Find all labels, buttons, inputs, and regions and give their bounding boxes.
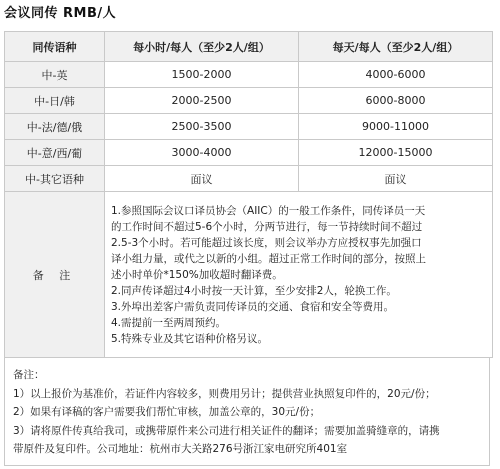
table-row	[5, 88, 493, 114]
remark-line: 2）如果有译稿的客户需要我们帮忙审核，加盖公章的，30元/份；	[13, 406, 321, 418]
hourly-rate-cell: 2000-2500	[105, 88, 299, 114]
note-line: 2.同声传译超过4小时按一天计算，至少安排2人，轮换工作。	[111, 284, 397, 297]
note-line: 3.外埠出差客户需负责同传译员的交通、食宿和安全等费用。	[111, 300, 395, 313]
note-line: 2.5-3个小时。若可能超过该长度，则会议举办方应授权事先加强口	[111, 236, 422, 249]
remark-line: 带原件及复印件。公司地址：杭州市大关路276号浙江家电研究所401室	[13, 443, 348, 455]
note-line: 的工作时间不超过5-6个小时，分两节进行，每一节持续时间不超过	[111, 220, 423, 233]
language-cell: 中-英	[5, 62, 105, 88]
note-line: 4.需提前一至两周预约。	[111, 316, 227, 329]
table-row	[5, 114, 493, 140]
header-language: 同传语种	[5, 32, 105, 62]
daily-rate-cell: 面议	[299, 166, 493, 192]
hourly-rate-cell: 3000-4000	[105, 140, 299, 166]
note-line: 1.参照国际会议口译员协会（AIIC）的一般工作条件，同传译员一天	[111, 204, 426, 217]
remarks-title: 备注：	[13, 369, 45, 381]
table-row	[5, 140, 493, 166]
language-cell: 中-其它语种	[5, 166, 105, 192]
table-header-row	[5, 32, 493, 62]
header-daily: 每天/每人（至少2人/组）	[299, 32, 493, 62]
table-row	[5, 166, 493, 192]
notes-row	[5, 192, 493, 358]
daily-rate-cell: 12000-15000	[299, 140, 493, 166]
hourly-rate-cell: 2500-3500	[105, 114, 299, 140]
remarks-box	[4, 358, 490, 466]
remark-line: 1）以上报价为基准价，若证件内容较多，则费用另计；提供营业执照复印件的，20元/份；	[13, 387, 436, 400]
notes-label: 备 注	[5, 192, 105, 358]
language-cell: 中-日/韩	[5, 88, 105, 114]
pricing-table	[4, 31, 493, 358]
table-row	[5, 62, 493, 88]
daily-rate-cell: 6000-8000	[299, 88, 493, 114]
notes-body	[105, 192, 493, 358]
daily-rate-cell: 4000-6000	[299, 62, 493, 88]
language-cell: 中-法/德/俄	[5, 114, 105, 140]
note-line: 5.特殊专业及其它语种价格另议。	[111, 332, 269, 345]
header-hourly: 每小时/每人（至少2人/组）	[105, 32, 299, 62]
hourly-rate-cell: 1500-2000	[105, 62, 299, 88]
note-line: 述小时单价*150%加收超时翻译费。	[111, 268, 283, 281]
note-line: 译小组力量，或代之以新的小组。超过正常工作时间的部分，按照上	[111, 252, 426, 265]
daily-rate-cell: 9000-11000	[299, 114, 493, 140]
remark-line: 3）请将原件传真给我司，或携带原件来公司进行相关证件的翻译；需要加盖骑缝章的，请携	[13, 424, 440, 437]
page-title: 会议同传 RMB/人	[4, 6, 117, 21]
hourly-rate-cell: 面议	[105, 166, 299, 192]
language-cell: 中-意/西/葡	[5, 140, 105, 166]
